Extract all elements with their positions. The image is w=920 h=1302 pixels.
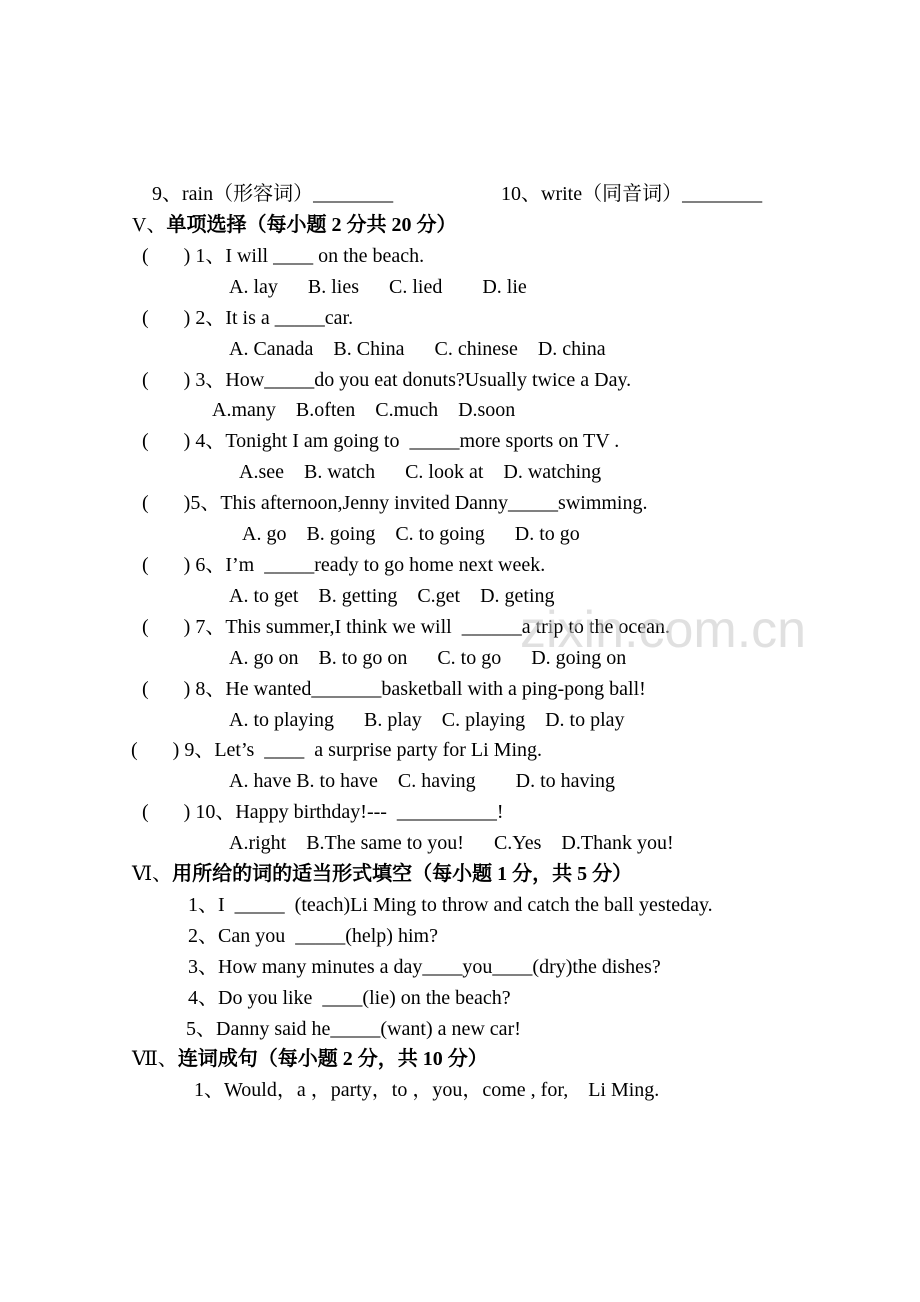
section-vii-title: 连词成句（每小题 2 分，共 10 分）	[177, 1048, 488, 1070]
mc-question-4-stem: ( ) 4、Tonight I am going to _____more sports on TV .	[142, 430, 620, 452]
mc-question-8-options: A. to playing B. play C. playing D. to play	[229, 709, 625, 731]
mc-question-10-options: A.right B.The same to you! C.Yes D.Thank you!	[229, 832, 674, 854]
mc-question-3-stem: ( ) 3、How_____do you eat donuts?Usually twice a Day.	[142, 369, 632, 391]
fill-item-4: 4、Do you like ____(lie) on the beach?	[188, 987, 511, 1009]
mc-question-3-options: A.many B.often C.much D.soon	[212, 399, 516, 421]
section-vi-title: 用所给的词的适当形式填空（每小题 1 分，共 5 分）	[172, 863, 633, 885]
mc-question-5-stem: ( )5、This afternoon,Jenny invited Danny_____swimming.	[142, 492, 648, 514]
mc-question-7-options: A. go on B. to go on C. to go D. going on	[229, 647, 627, 669]
fill-item-3: 3、How many minutes a day____you____(dry)the dishes?	[188, 956, 661, 978]
mc-question-5-options: A. go B. going C. to going D. to go	[242, 523, 580, 545]
watermark: zixin.com.cn	[520, 601, 807, 659]
mc-question-6-stem: ( ) 6、I’m _____ready to go home next week.	[142, 554, 546, 576]
section-vii-heading	[132, 1047, 488, 1071]
section-v-title: 单项选择（每小题 2 分共 20 分）	[166, 214, 457, 236]
section-vi-heading	[132, 862, 632, 886]
mc-question-1-options: A. lay B. lies C. lied D. lie	[229, 276, 527, 298]
mc-question-7-stem: ( ) 7、This summer,I think we will ______a trip to the ocean.	[142, 616, 670, 638]
fill-item-1: 1、I _____ (teach)Li Ming to throw and catch the ball yesteday.	[188, 894, 713, 916]
fill-item-2: 2、Can you _____(help) him?	[188, 925, 438, 947]
mc-question-10-stem: ( ) 10、Happy birthday!--- __________!	[142, 801, 504, 823]
mc-question-9-stem: ( ) 9、Let’s ____ a surprise party for Li Ming.	[131, 739, 543, 761]
section-v-heading	[132, 213, 456, 237]
section-vii-number: Ⅶ、	[132, 1048, 178, 1070]
section-v-number: V、	[132, 214, 167, 236]
fill-item-5: 5、Danny said he_____(want) a new car!	[186, 1018, 521, 1040]
mc-question-8-stem: ( ) 8、He wanted_______basketball with a ping-pong ball!	[142, 678, 646, 700]
mc-question-4-options: A.see B. watch C. look at D. watching	[239, 461, 602, 483]
mc-question-1-stem: ( ) 1、I will ____ on the beach.	[142, 245, 425, 267]
mc-question-9-options: A. have B. to have C. having D. to having	[229, 770, 616, 792]
question-iv-10: 10、write（同音词）________	[501, 183, 763, 205]
mc-question-2-options: A. Canada B. China C. chinese D. china	[229, 338, 606, 360]
mc-question-2-stem: ( ) 2、It is a _____car.	[142, 307, 354, 329]
sentence-item-1: 1、Would，a ，party，to ，you，come , for, Li Ming.	[194, 1079, 660, 1101]
question-iv-9: 9、rain（形容词）________	[152, 183, 394, 205]
section-vi-number: Ⅵ、	[132, 863, 173, 885]
mc-question-6-options: A. to get B. getting C.get D. geting	[229, 585, 555, 607]
